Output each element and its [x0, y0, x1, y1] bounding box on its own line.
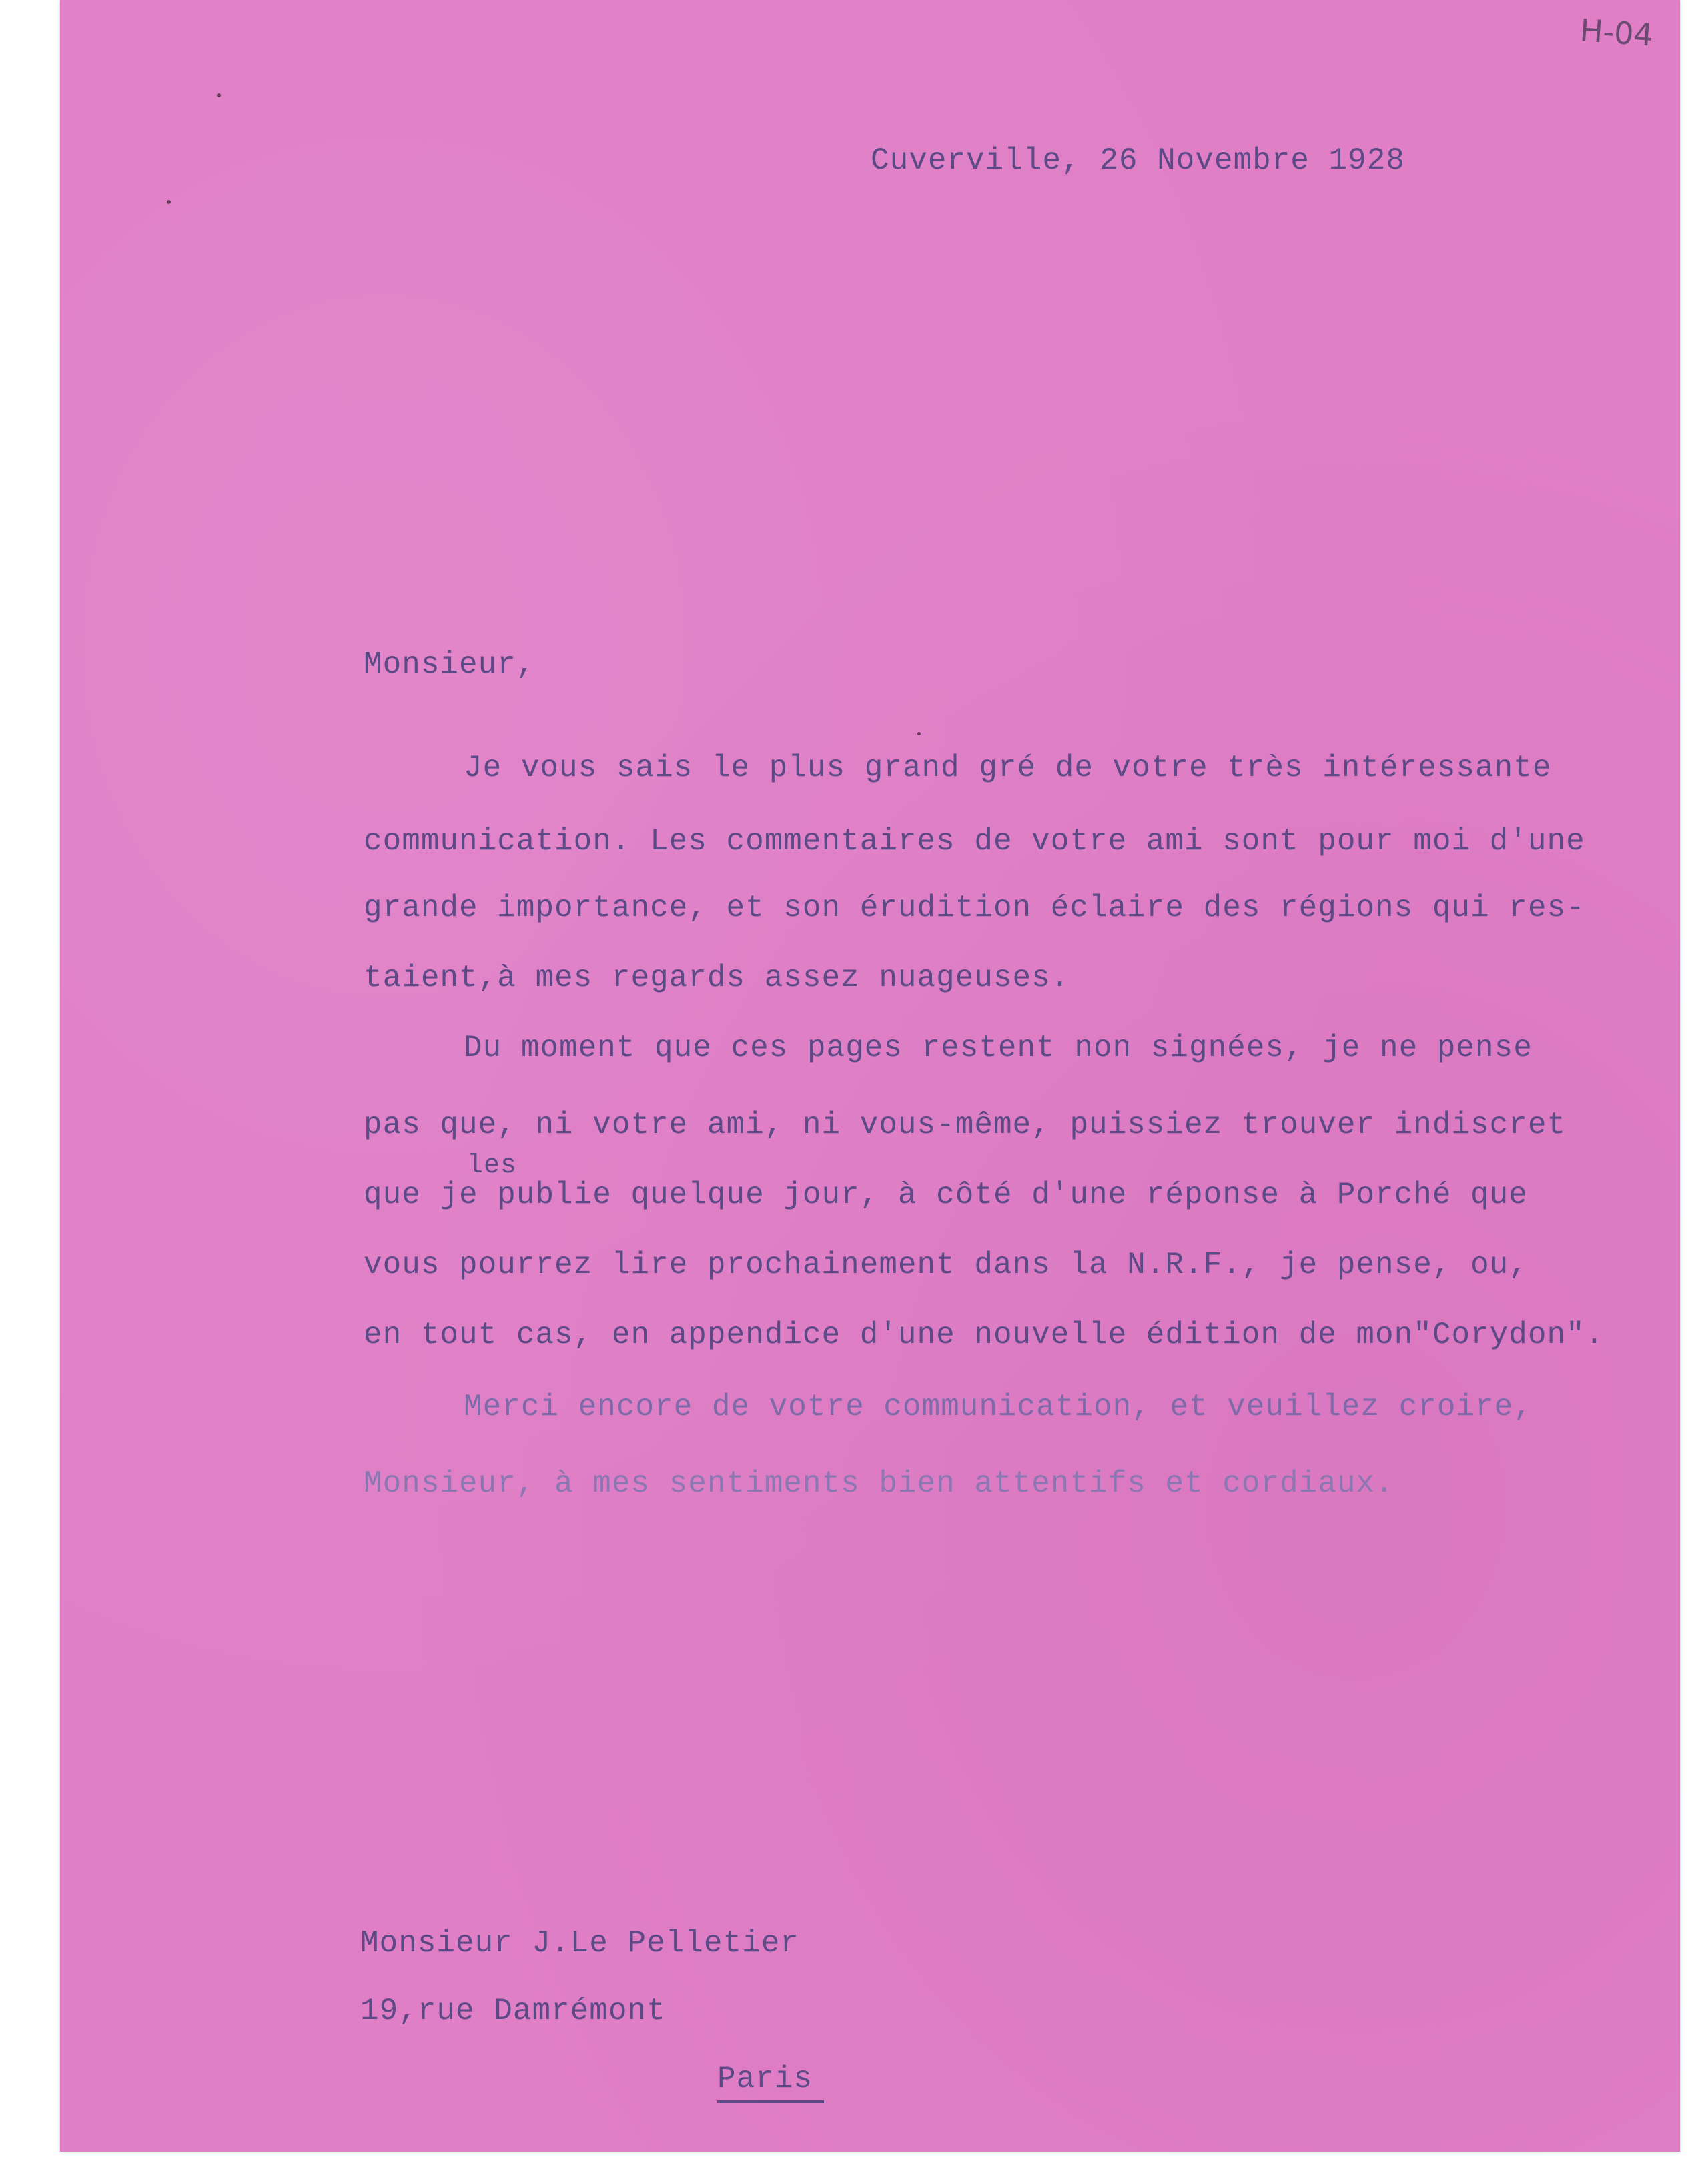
- dateline: Cuverville, 26 Novembre 1928: [871, 143, 1405, 178]
- paper-speck: [217, 93, 221, 97]
- paragraph2-line: vous pourrez lire prochainement dans la N.R.F., je pense, ou,: [364, 1248, 1528, 1282]
- paper-speck: [917, 732, 921, 735]
- paragraph3-line: Merci encore de votre communication, et veuillez croire,: [464, 1390, 1533, 1424]
- address-street: 19,rue Damrémont: [360, 1994, 666, 2028]
- paper-speck: [167, 200, 171, 204]
- paragraph3-line: Monsieur, à mes sentiments bien attentifs et cordiaux.: [364, 1466, 1394, 1501]
- paragraph1-line: Je vous sais le plus grand gré de votre très intéressante: [464, 751, 1552, 785]
- paragraph1-line: communication. Les commentaires de votre ami sont pour moi d'une: [364, 824, 1585, 859]
- interlinear-insertion: les: [467, 1151, 518, 1181]
- address-city: Paris: [717, 2062, 813, 2096]
- city-underline: [717, 2100, 824, 2103]
- paragraph2-line: pas que, ni votre ami, ni vous-même, puissiez trouver indiscret: [364, 1108, 1567, 1142]
- archive-mark: H-04: [1579, 12, 1655, 53]
- paragraph2-line: que je publie quelque jour, à côté d'une réponse à Porché que: [364, 1178, 1528, 1212]
- letter-sheet: [60, 0, 1680, 2152]
- paragraph1-line: grande importance, et son érudition éclaire des régions qui res-: [364, 891, 1585, 925]
- paragraph1-line: taient,à mes regards assez nuageuses.: [364, 961, 1070, 995]
- paragraph2-line: Du moment que ces pages restent non signées, je ne pense: [464, 1031, 1533, 1065]
- address-name: Monsieur J.Le Pelletier: [360, 1926, 799, 1961]
- salutation: Monsieur,: [364, 647, 536, 682]
- paragraph2-line: en tout cas, en appendice d'une nouvelle édition de mon"Corydon".: [364, 1318, 1605, 1352]
